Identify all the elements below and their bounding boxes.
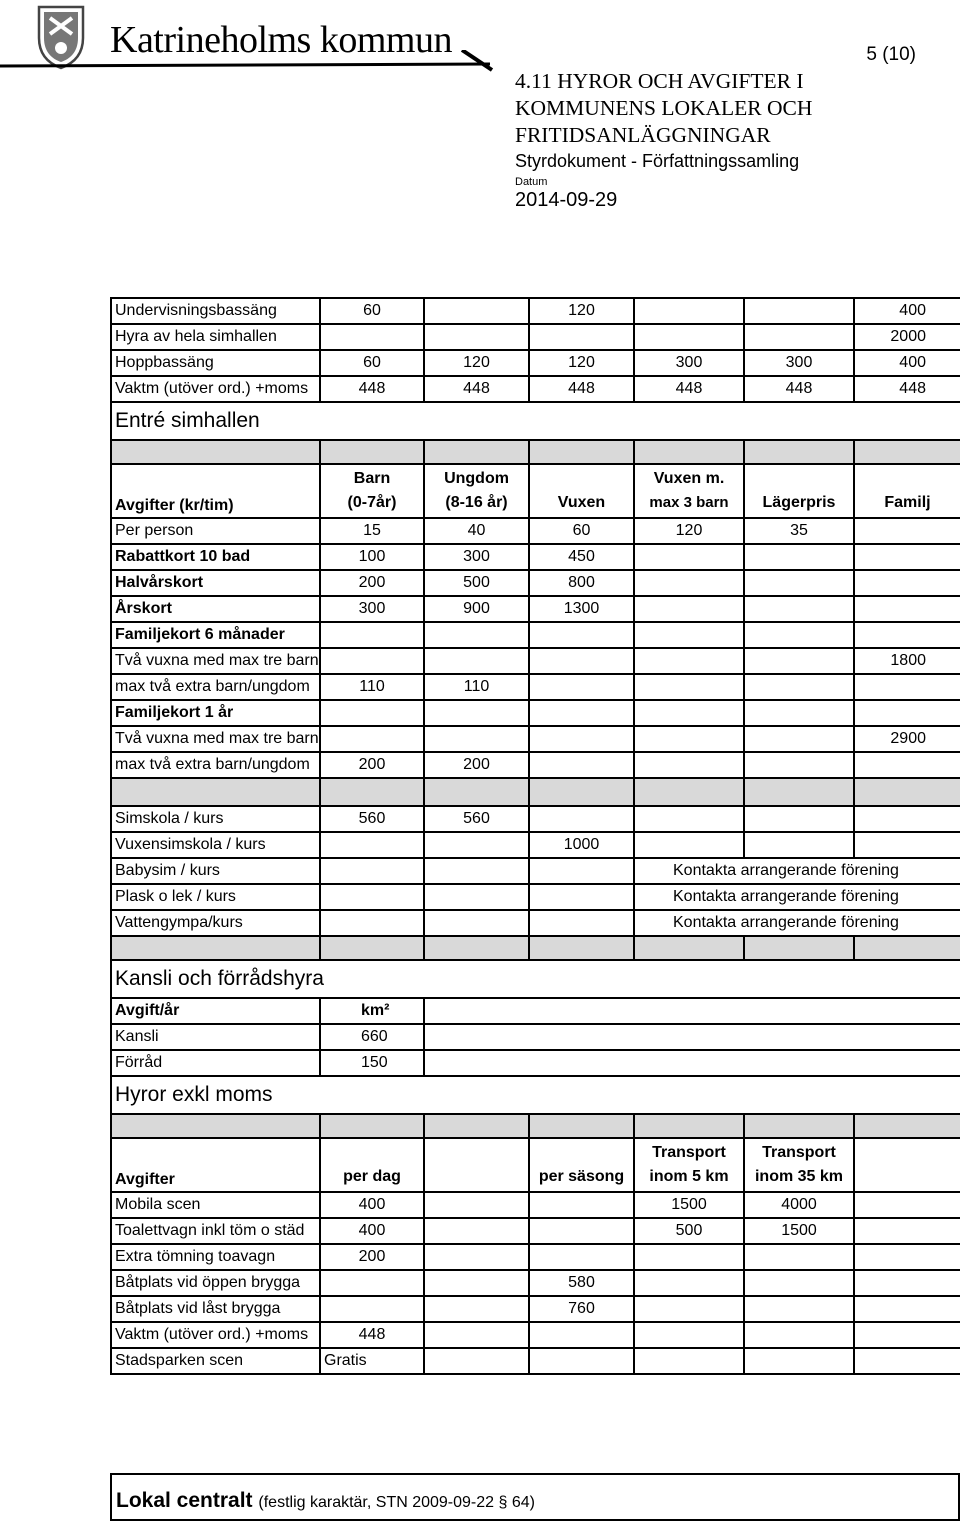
column-header-label: Avgifter xyxy=(111,1138,320,1192)
table-row: Toalettvagn inkl töm o städ 400 500 1500 xyxy=(111,1218,960,1244)
lokal-centralt-box xyxy=(110,1473,960,1521)
column-header: Vuxen m. max 3 barn xyxy=(634,464,744,518)
spacer-row xyxy=(111,778,960,806)
table-row: Undervisningsbassäng 60 120 400 xyxy=(111,298,960,324)
row-label: Halvårskort xyxy=(111,570,320,596)
table-row xyxy=(111,910,960,936)
contact-note: Kontakta arrangerande förening xyxy=(634,884,960,910)
row-label: Hoppbassäng xyxy=(111,350,320,376)
fee-table xyxy=(110,297,960,1375)
row-label: Vattengympa/kurs xyxy=(111,910,320,936)
row-label: Vuxensimskola / kurs xyxy=(111,832,320,858)
row-label: Babysim / kurs xyxy=(111,858,320,884)
column-header: per dag xyxy=(320,1138,424,1192)
section-title-row xyxy=(111,402,960,440)
table-row: Vuxensimskola / kurs 1000 xyxy=(111,832,960,858)
row-label: Två vuxna med max tre barn xyxy=(111,648,320,674)
row-label: Familjekort 1 år xyxy=(111,700,320,726)
contact-note: Kontakta arrangerande förening xyxy=(634,858,960,884)
column-header: per säsong xyxy=(529,1138,634,1192)
row-label: Toalettvagn inkl töm o städ xyxy=(111,1218,320,1244)
column-header: Ungdom (8-16 år) xyxy=(424,464,529,518)
column-header: Transport inom 35 km xyxy=(744,1138,854,1192)
date-label: Datum xyxy=(515,176,548,188)
lokal-note: (festlig karaktär, STN 2009-09-22 § 64) xyxy=(258,1494,535,1511)
table-row: max två extra barn/ungdom 200 200 xyxy=(111,752,960,778)
page-number: 5 (10) xyxy=(866,44,916,65)
row-label: Undervisningsbassäng xyxy=(111,298,320,324)
column-header: Vuxen xyxy=(529,464,634,518)
row-label: max två extra barn/ungdom xyxy=(111,674,320,700)
date-value: 2014-09-29 xyxy=(515,189,618,211)
table-row: Halvårskort 200 500 800 xyxy=(111,570,960,596)
table-row: Båtplats vid låst brygga 760 xyxy=(111,1296,960,1322)
spacer-row xyxy=(111,1114,960,1138)
row-label: Båtplats vid öppen brygga xyxy=(111,1270,320,1296)
table-row: Båtplats vid öppen brygga 580 xyxy=(111,1270,960,1296)
column-header: Barn (0-7år) xyxy=(320,464,424,518)
row-label: Per person xyxy=(111,518,320,544)
row-label: Extra tömning toavagn xyxy=(111,1244,320,1270)
column-header-row xyxy=(111,464,960,518)
row-label: Förråd xyxy=(111,1050,320,1076)
section-title-row xyxy=(111,960,960,998)
column-header-row xyxy=(111,1138,960,1192)
brand-name: Katrineholms kommun xyxy=(110,19,452,61)
collection-name: Styrdokument - Författningssamling xyxy=(515,151,800,171)
table-row: max två extra barn/ungdom 110 110 xyxy=(111,674,960,700)
table-row: Stadsparken scen Gratis xyxy=(111,1348,960,1374)
table-row: Vaktm (utöver ord.) +moms 448 448 448 448 448 448 xyxy=(111,376,960,402)
row-label: Årskort xyxy=(111,596,320,622)
table-row: Två vuxna med max tre barn 1800 xyxy=(111,648,960,674)
table-row: Mobila scen 400 1500 4000 xyxy=(111,1192,960,1218)
row-label: Två vuxna med max tre barn xyxy=(111,726,320,752)
table-row xyxy=(111,858,960,884)
row-label: Stadsparken scen xyxy=(111,1348,320,1374)
table-row: Kansli 660 xyxy=(111,1024,960,1050)
spacer-row xyxy=(111,440,960,464)
document-title: 4.11 HYROR OCH AVGIFTER I KOMMUNENS LOKALER OCH FRITIDSANLÄGGNINGAR xyxy=(515,69,813,147)
section-title-row xyxy=(111,1076,960,1114)
column-header-label: Avgifter (kr/tim) xyxy=(111,464,320,518)
table-row: Extra tömning toavagn 200 xyxy=(111,1244,960,1270)
document-header xyxy=(0,0,960,220)
row-label: Vaktm (utöver ord.) +moms xyxy=(111,376,320,402)
table-row xyxy=(111,700,960,726)
row-label: Simskola / kurs xyxy=(111,806,320,832)
section-title-kansli: Kansli och förrådshyra xyxy=(111,960,960,998)
column-header: Familj xyxy=(854,464,960,518)
row-label: Avgift/år xyxy=(111,998,320,1024)
row-label: max två extra barn/ungdom xyxy=(111,752,320,778)
row-label: Hyra av hela simhallen xyxy=(111,324,320,350)
contact-note: Kontakta arrangerande förening xyxy=(634,910,960,936)
table-row: Hoppbassäng 60 120 120 300 300 400 xyxy=(111,350,960,376)
row-label: Vaktm (utöver ord.) +moms xyxy=(111,1322,320,1348)
table-row: Förråd 150 xyxy=(111,1050,960,1076)
column-header: Transport inom 5 km xyxy=(634,1138,744,1192)
section-title-entre: Entré simhallen xyxy=(111,402,960,440)
row-label: Kansli xyxy=(111,1024,320,1050)
row-label: Mobila scen xyxy=(111,1192,320,1218)
table-row: Årskort 300 900 1300 xyxy=(111,596,960,622)
row-label: Rabattkort 10 bad xyxy=(111,544,320,570)
table-row xyxy=(111,884,960,910)
table-row: Per person 15 40 60 120 35 xyxy=(111,518,960,544)
row-label: Plask o lek / kurs xyxy=(111,884,320,910)
table-row xyxy=(111,622,960,648)
row-label: Familjekort 6 månader xyxy=(111,622,320,648)
table-row: Hyra av hela simhallen 2000 xyxy=(111,324,960,350)
lokal-title: Lokal centralt xyxy=(116,1489,253,1512)
table-row: Simskola / kurs 560 560 xyxy=(111,806,960,832)
table-row: Vaktm (utöver ord.) +moms 448 xyxy=(111,1322,960,1348)
row-label: Båtplats vid låst brygga xyxy=(111,1296,320,1322)
spacer-row xyxy=(111,936,960,960)
table-row: Avgift/år km² xyxy=(111,998,960,1024)
table-row: Rabattkort 10 bad 100 300 450 xyxy=(111,544,960,570)
column-header: Lägerpris xyxy=(744,464,854,518)
table-row: Två vuxna med max tre barn 2900 xyxy=(111,726,960,752)
brand-underline xyxy=(0,50,500,80)
section-title-hyror: Hyror exkl moms xyxy=(111,1076,960,1114)
